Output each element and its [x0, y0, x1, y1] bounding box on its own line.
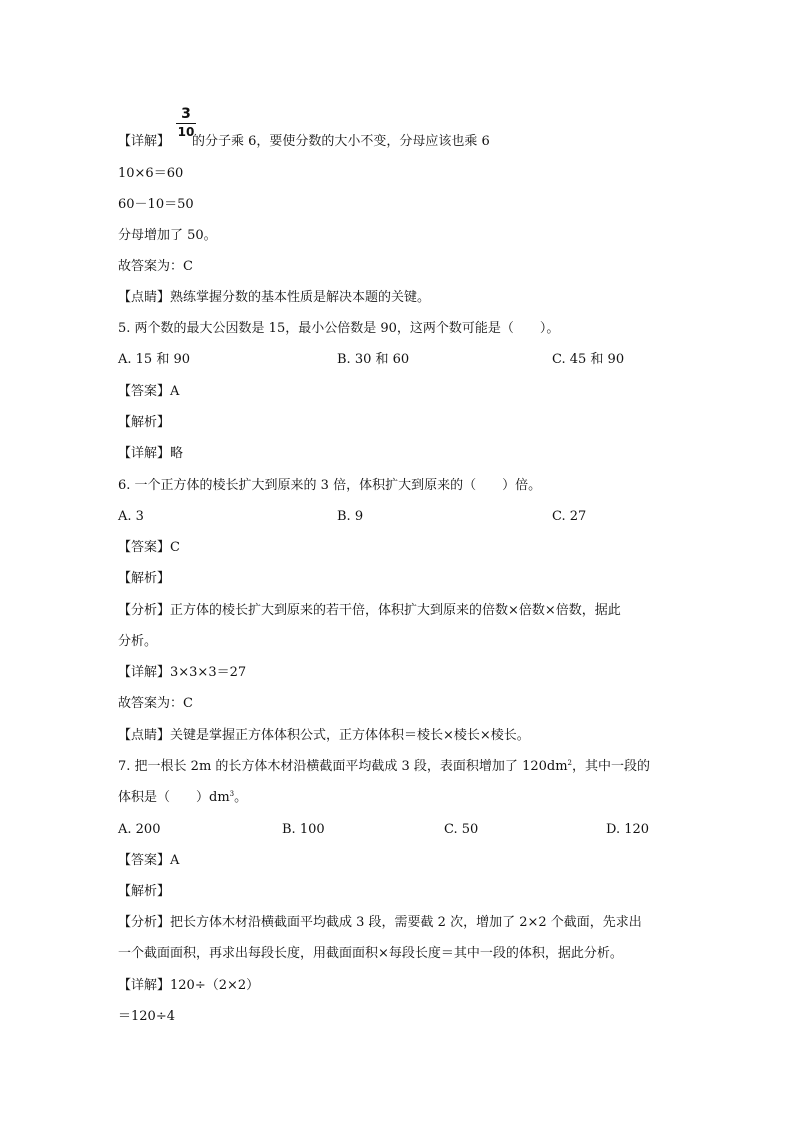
result-line: 分母增加了 50。 — [118, 228, 217, 243]
fraction-denominator: 10 — [177, 125, 195, 139]
q5-option-b: B. 30 和 60 — [337, 352, 410, 367]
q7-text-a: 7. 把一根长 2m 的长方体木材沿横截面平均截成 3 段，表面积增加了 120dm — [118, 759, 568, 774]
detail-text: 的分子乘 6，要使分数的大小不变，分母应该也乘 6 — [192, 134, 490, 149]
q7-answer: 【答案】A — [118, 853, 180, 868]
q7-detail-1: 【详解】120÷（2×2） — [118, 978, 260, 993]
question-7-line-1 — [118, 759, 650, 775]
q5-option-a: A. 15 和 90 — [118, 352, 191, 367]
q7-analysis-text-2: 一个截面面积，再求出每段长度，用截面面积×每段长度＝其中一段的体积，据此分析。 — [118, 946, 623, 961]
q7-analysis-text-1: 【分析】把长方体木材沿横截面平均截成 3 段，需要截 2 次，增加了 2×2 个截面，先求出 — [118, 915, 642, 930]
fraction-numerator: 3 — [181, 106, 191, 122]
question-7-line-2 — [118, 790, 247, 806]
calc-line-2: 60－10＝50 — [118, 197, 194, 212]
answer-line: 故答案为：C — [118, 259, 193, 274]
detail-line — [118, 134, 490, 150]
q6-answer: 【答案】C — [118, 540, 180, 555]
q7-text-d: 。 — [234, 790, 248, 805]
q6-answer-line: 故答案为：C — [118, 696, 193, 711]
q7-option-a: A. 200 — [118, 822, 161, 837]
q7-option-d: D. 120 — [606, 822, 650, 837]
q6-detail: 【详解】3×3×3＝27 — [118, 665, 247, 680]
q6-option-b: B. 9 — [337, 509, 364, 524]
q7-detail-2: ＝120÷4 — [118, 1009, 175, 1024]
q6-analysis-text-2: 分析。 — [118, 634, 158, 649]
q6-option-a: A. 3 — [118, 509, 144, 524]
question-6: 6. 一个正方体的棱长扩大到原来的 3 倍，体积扩大到原来的（ ）倍。 — [118, 478, 542, 493]
remark-line: 【点睛】熟练掌握分数的基本性质是解决本题的关键。 — [118, 290, 431, 305]
fraction-bar — [176, 123, 196, 124]
q6-analysis-label: 【解析】 — [118, 571, 171, 586]
q6-option-c: C. 27 — [552, 509, 587, 524]
q6-remark: 【点睛】关键是掌握正方体体积公式，正方体体积＝棱长×棱长×棱长。 — [118, 728, 530, 743]
q7-text-b: ，其中一段的 — [572, 759, 651, 774]
q7-text-c: 体积是（ ）dm — [118, 790, 230, 805]
q5-detail: 【详解】略 — [118, 446, 184, 461]
q7-sup-3: 3 — [229, 790, 235, 798]
q5-option-c: C. 45 和 90 — [552, 352, 625, 367]
q7-analysis-label: 【解析】 — [118, 884, 171, 899]
detail-label: 【详解】 — [118, 134, 171, 149]
q5-answer: 【答案】A — [118, 384, 180, 399]
q7-option-b: B. 100 — [282, 822, 325, 837]
calc-line-1: 10×6＝60 — [118, 166, 184, 181]
q6-analysis-text-1: 【分析】正方体的棱长扩大到原来的若干倍，体积扩大到原来的倍数×倍数×倍数，据此 — [118, 603, 621, 618]
question-5: 5. 两个数的最大公因数是 15，最小公倍数是 90，这两个数可能是（ ）。 — [118, 321, 560, 336]
q5-analysis-label: 【解析】 — [118, 415, 171, 430]
q7-option-c: C. 50 — [444, 822, 479, 837]
q7-sup-2: 2 — [567, 759, 572, 767]
